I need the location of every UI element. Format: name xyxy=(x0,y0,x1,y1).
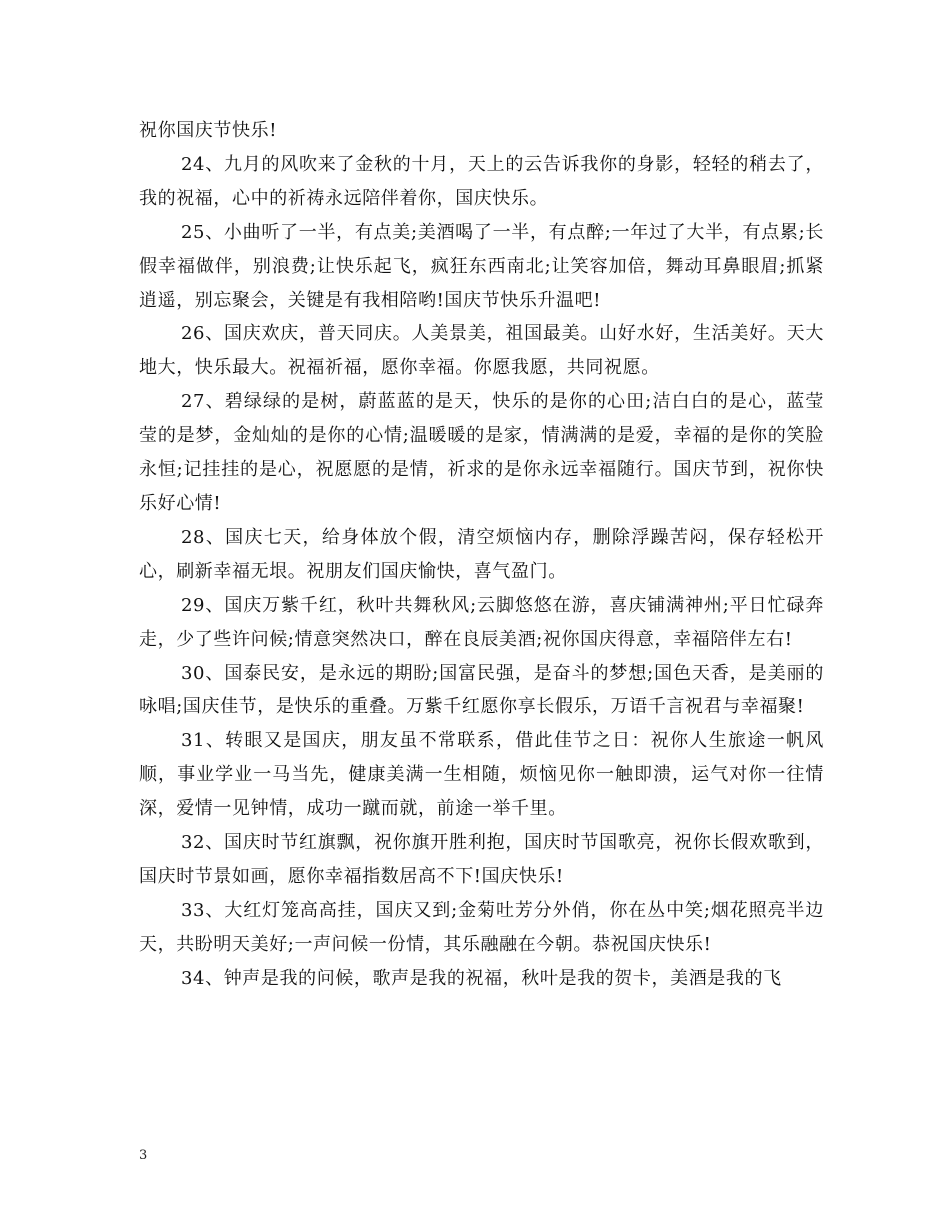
paragraph-29: 29、国庆万紫千红，秋叶共舞秋风;云脚悠悠在游，喜庆铺满神州;平日忙碌奔走，少了些许问候;情意突然决口，醉在良辰美酒;祝你国庆得意，幸福陪伴左右! xyxy=(139,594,824,650)
paragraph-31: 31、转眼又是国庆，朋友虽不常联系，借此佳节之日：祝你人生旅途一帆风顺，事业学业一马当先，健康美满一生相随，烦恼见你一触即溃，运气对你一往情深，爱情一见钟情，成功一蹴而就，前途一举千里。 xyxy=(139,730,824,820)
paragraph-32: 32、国庆时节红旗飘，祝你旗开胜利抱，国庆时节国歌亮，祝你长假欢歌到，国庆时节景如画，愿你幸福指数居高不下!国庆快乐! xyxy=(139,832,824,887)
body-text xyxy=(139,114,824,996)
paragraph-30: 30、国泰民安，是永远的期盼;国富民强，是奋斗的梦想;国色天香，是美丽的咏唱;国庆佳节，是快乐的重叠。万紫千红愿你享长假乐，万语千言祝君与幸福聚! xyxy=(139,662,824,718)
paragraph-28: 28、国庆七天，给身体放个假，清空烦恼内存，删除浮躁苦闷，保存轻松开心，刷新幸福无垠。祝朋友们国庆愉快，喜气盈门。 xyxy=(139,526,824,582)
paragraph-25: 25、小曲听了一半，有点美;美酒喝了一半，有点醉;一年过了大半，有点累;长假幸福做伴，别浪费;让快乐起飞，疯狂东西南北;让笑容加倍，舞动耳鼻眼眉;抓紧逍遥，别忘聚会，关键是有我相陪哟!国庆节快乐升温吧! xyxy=(139,221,824,311)
paragraph-27: 27、碧绿绿的是树，蔚蓝蓝的是天，快乐的是你的心田;洁白白的是心，蓝莹莹的是梦，金灿灿的是你的心情;温暖暖的是家，情满满的是爱，幸福的是你的笑脸永恒;记挂挂的是心，祝愿愿的是情，祈求的是你永远幸福随行。国庆节到，祝你快乐好心情! xyxy=(139,391,824,514)
paragraph-34: 34、钟声是我的问候，歌声是我的祝福，秋叶是我的贺卡，美酒是我的飞 xyxy=(181,967,782,989)
paragraph-24: 24、九月的风吹来了金秋的十月，天上的云告诉我你的身影，轻轻的稍去了，我的祝福，心中的祈祷永远陪伴着你，国庆快乐。 xyxy=(139,153,824,209)
paragraph-continued: 祝你国庆节快乐! xyxy=(139,120,278,141)
paragraph-26: 26、国庆欢庆，普天同庆。人美景美，祖国最美。山好水好，生活美好。天大地大，快乐最大。祝福祈福，愿你幸福。你愿我愿，共同祝愿。 xyxy=(139,323,824,379)
page-number: 3 xyxy=(139,1148,148,1163)
paragraph-33: 33、大红灯笼高高挂，国庆又到;金菊吐芳分外俏，你在丛中笑;烟花照亮半边天，共盼明天美好;一声问候一份情，其乐融融在今朝。恭祝国庆快乐! xyxy=(139,899,824,955)
